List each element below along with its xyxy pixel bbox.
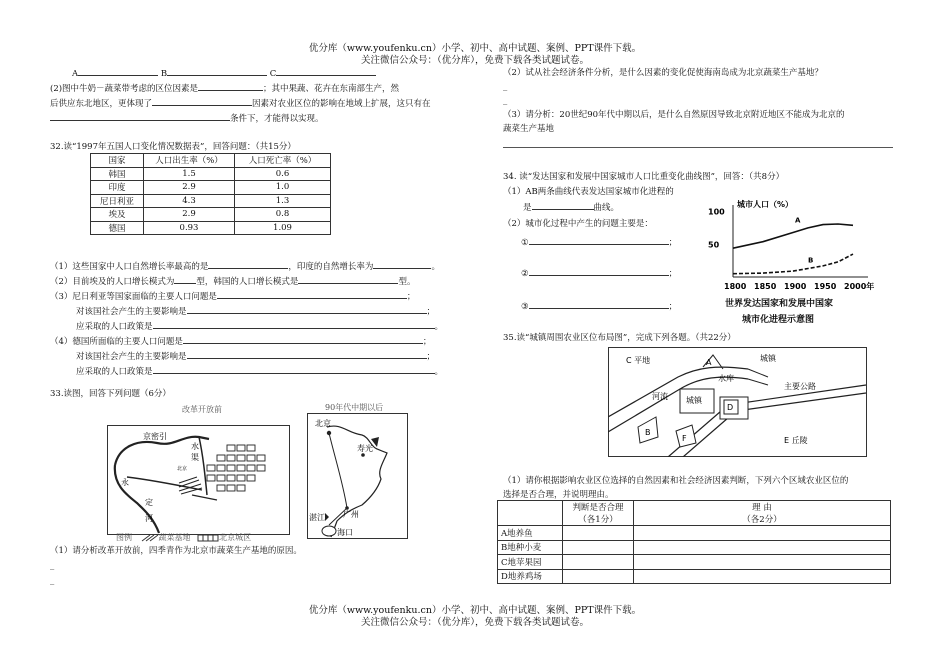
answer-cell[interactable] <box>563 569 634 584</box>
answer-blank[interactable] <box>153 319 435 329</box>
answer-blank[interactable] <box>183 334 423 344</box>
table-cell: 1.09 <box>235 221 331 235</box>
q32-2-text-b: 型，韩国的人口增长模式是 <box>196 277 299 287</box>
answer-blank[interactable] <box>373 259 431 269</box>
q35-title: 35.读“城镇周围农业区位布局图”，完成下列各题。（共22分） <box>503 333 736 343</box>
row-label: D地养鸡场 <box>498 569 563 584</box>
q32-3-policy-text: 应采取的人口政策是 <box>76 322 153 332</box>
agri-judgement-table <box>497 500 891 584</box>
col-header-reason <box>634 501 891 526</box>
h2b: （各2分） <box>742 515 782 525</box>
answer-blank[interactable] <box>198 81 263 91</box>
q31-2-text-c: 后供应东北地区，更体现了 <box>50 99 153 109</box>
map-before-reform <box>107 425 290 535</box>
map-label-jingmiyin: 京密引 <box>143 432 167 441</box>
table-header-row <box>91 154 331 168</box>
q32-3 <box>50 289 415 302</box>
legend-city: 北京城区 <box>219 533 252 542</box>
map-label-qu: 渠 <box>191 453 199 462</box>
table-cell: 韩国 <box>91 167 144 181</box>
col-header-judge <box>563 501 634 526</box>
map2-title: 90年代中期以后 <box>325 403 384 412</box>
period: 。 <box>434 322 444 332</box>
q34-1-text-b: 是 <box>523 203 532 213</box>
answer-blank[interactable] <box>187 304 427 314</box>
item-marker: ① <box>521 238 529 248</box>
q32-1-text-b: ，印度的自然增长率为 <box>288 262 374 272</box>
q32-4-policy <box>76 364 443 377</box>
answer-rule <box>503 147 893 148</box>
table-cell: 埃及 <box>91 208 144 222</box>
q32-3-policy <box>76 319 443 332</box>
q32-4 <box>50 334 431 347</box>
q32-3-impact-text: 对该国社会产生的主要影响是 <box>76 307 187 317</box>
population-table <box>90 153 331 235</box>
answer-cell[interactable] <box>563 555 634 570</box>
answer-blank[interactable] <box>298 274 398 284</box>
table-row <box>498 555 891 570</box>
q32-1 <box>50 259 440 272</box>
map-label-haikou: 海口 <box>337 528 353 537</box>
table-row <box>91 221 331 235</box>
q34-1-line2 <box>523 200 619 213</box>
q31-2-line2 <box>50 96 431 109</box>
q32-3-text: （3）尼日利亚等国家面临的主要人口问题是 <box>50 292 217 302</box>
q32-1-text-a: （1）这些国家中人口自然增长率最高的是 <box>50 262 209 272</box>
q34-item-3 <box>521 299 677 312</box>
table-header-row <box>498 501 891 526</box>
h1a: 判断是否合理 <box>572 503 624 513</box>
legend-prefix: 图例 <box>116 533 132 542</box>
semicolon: ； <box>668 302 678 312</box>
table-cell: 4.3 <box>144 194 235 208</box>
answer-blank[interactable] <box>174 274 196 284</box>
answer-cell[interactable] <box>634 526 891 541</box>
q31-2-text-e: 条件下，才能得以实现。 <box>230 114 324 124</box>
table-cell: 0.8 <box>235 208 331 222</box>
table-row <box>498 526 891 541</box>
q31-2-text-d: 因素对农业区位的影响在地域上扩展，这只有在 <box>252 99 431 109</box>
map-label-shouguang: 寿光 <box>357 444 373 453</box>
map-label-guangzhou: 广州 <box>343 510 359 519</box>
answer-blank[interactable] <box>532 200 594 210</box>
map-label-he: 河 <box>145 514 153 523</box>
map-label-d: D <box>727 403 734 412</box>
x-tick-label: 1850 <box>754 282 777 291</box>
answer-blank[interactable] <box>529 266 669 276</box>
series-line-b <box>733 254 853 274</box>
q34-item-1 <box>521 235 677 248</box>
x-tick-label: 1800 <box>724 282 747 291</box>
q34-title: 34. 读“发达国家和发展中国家城市人口比重变化曲线图”，回答：（共8分） <box>503 172 785 182</box>
map-label-road: 主要公路 <box>784 382 816 391</box>
q31-2-text-a: (2)图中牛奶－蔬菜带考虑的区位因素是 <box>50 84 199 94</box>
q32-4-text: （4）德国所面临的主要人口问题是 <box>50 337 183 347</box>
y-axis-label: 城市人口（%） <box>737 200 794 209</box>
answer-blank[interactable] <box>217 289 407 299</box>
table-cell: 0.6 <box>235 167 331 181</box>
chart-caption-2: 城市化进程示意图 <box>742 315 815 325</box>
q32-3-impact <box>76 304 435 317</box>
series-label-b: B <box>808 256 814 265</box>
table-row <box>91 181 331 195</box>
row-label: A地养鱼 <box>498 526 563 541</box>
answer-blank[interactable] <box>153 364 435 374</box>
hatch-legend-icon <box>141 534 159 542</box>
q34-2: （2）城市化过程中产生的问题主要是： <box>503 219 653 229</box>
label-b: B <box>160 69 168 79</box>
map-label-b: B <box>645 428 651 437</box>
map-label-shui: 水 <box>191 442 199 451</box>
answer-blank[interactable] <box>529 299 669 309</box>
q34-item-2 <box>521 266 677 279</box>
x-tick-label: 1900 <box>784 282 807 291</box>
table-cell: 1.3 <box>235 194 331 208</box>
answer-cell[interactable] <box>563 526 634 541</box>
q31-2-line1 <box>50 81 399 94</box>
q31-2-line3 <box>50 111 324 124</box>
dash-4: _ <box>503 96 508 106</box>
q34-1-text-c: 曲线。 <box>593 203 620 213</box>
x-tick-label: 2000年 <box>844 282 875 291</box>
map-label-ding: 定 <box>145 498 153 507</box>
map-label-river: 河流 <box>652 392 668 401</box>
q32-2-text-a: （2）目前埃及的人口增长模式为 <box>50 277 175 287</box>
q33-3-line1: （3）请分析：20世纪90年代中期以后，是什么自然原因导致北京附近地区不能成为北京的 <box>503 110 845 120</box>
map1-title: 改革开放前 <box>182 405 222 414</box>
semicolon: ； <box>426 352 436 362</box>
legend-veg: 蔬菜基地 <box>158 533 191 542</box>
item-marker: ② <box>521 269 529 279</box>
table-cell: 印度 <box>91 181 144 195</box>
map-label-city2: 城镇 <box>686 396 702 405</box>
semicolon: ； <box>422 337 432 347</box>
map-label-reservoir: 水库 <box>718 374 734 383</box>
agri-location-map <box>608 347 867 457</box>
x-tick-label: 1950 <box>814 282 837 291</box>
q35-1-line1: （1）请你根据影响农业区位选择的自然因素和社会经济因素判断，下列六个区域农业区位的 <box>503 476 849 486</box>
item-marker: ③ <box>521 302 529 312</box>
period: 。 <box>431 262 440 272</box>
table-row <box>91 167 331 181</box>
map1-legend <box>116 532 251 543</box>
dash-2: _ <box>50 576 55 586</box>
answer-cell[interactable] <box>634 569 891 584</box>
header-line-1: 优分库（www.youfenku.cn）小学、初中、高中试题、案例、PPT课件下载。 <box>308 43 642 54</box>
city-legend-icon <box>197 534 219 542</box>
dash-3: _ <box>503 82 508 92</box>
corner-cell <box>498 501 563 526</box>
map-label-c: C 平地 <box>626 356 651 365</box>
answer-cell[interactable] <box>563 540 634 555</box>
q34-1: （1）AB两条曲线代表发达国家城市化进程的 <box>503 187 674 197</box>
y-tick-label: 100 <box>708 207 725 217</box>
map-1990s <box>307 413 408 539</box>
answer-blank[interactable] <box>529 235 669 245</box>
q33-3-line2: 蔬菜生产基地 <box>503 124 555 134</box>
table-cell: 1.5 <box>144 167 235 181</box>
map-label-e: E 丘陵 <box>784 436 808 445</box>
table-cell: 2.9 <box>144 208 235 222</box>
abc-row <box>72 66 376 79</box>
map-label-beijing: 北京 <box>177 466 188 472</box>
q35-1-line2: 选择是否合理，并说明理由。 <box>503 490 614 500</box>
series-line-a <box>733 224 853 248</box>
table-cell: 1.0 <box>235 181 331 195</box>
table-cell: 德国 <box>91 221 144 235</box>
answer-blank[interactable] <box>152 96 252 106</box>
map-label-city1: 城镇 <box>760 354 776 363</box>
h1b: （各1分） <box>578 515 618 525</box>
row-label: B地种小麦 <box>498 540 563 555</box>
q33-1: （1）请分析改革开放前，四季青作为北京市蔬菜生产基地的原因。 <box>50 546 302 556</box>
map-label-f: F <box>682 434 687 443</box>
table-cell: 尼日利亚 <box>91 194 144 208</box>
table-cell: 0.93 <box>144 221 235 235</box>
map-label-yong: 永 <box>121 478 129 487</box>
answer-blank[interactable] <box>187 349 427 359</box>
label-c: C <box>269 69 277 79</box>
map-label-a: A <box>706 358 712 367</box>
answer-blank[interactable] <box>208 259 288 269</box>
q32-2 <box>50 274 415 287</box>
table-row <box>498 540 891 555</box>
answer-cell[interactable] <box>634 555 891 570</box>
header-line-2: 关注微信公众号：（优分库），免费下载各类试题试卷。 <box>360 55 589 66</box>
semicolon: ； <box>668 238 678 248</box>
semicolon: ； <box>406 292 416 302</box>
chart-caption-1: 世界发达国家和发展中国家 <box>725 299 834 309</box>
q32-4-impact <box>76 349 435 362</box>
table-cell: 2.9 <box>144 181 235 195</box>
col-header-country: 国家 <box>91 154 144 168</box>
semicolon: ； <box>668 269 678 279</box>
answer-cell[interactable] <box>634 540 891 555</box>
footer-line-2: 关注微信公众号：（优分库），免费下载各类试题试卷。 <box>360 617 589 628</box>
series-label-a: A <box>795 216 801 225</box>
q31-2-text-b: ；其中果蔬、花卉在东南部生产，然 <box>263 84 400 94</box>
col-header-death: 人口死亡率（%） <box>235 154 331 168</box>
map-label-beijing2: 北京 <box>315 419 331 428</box>
y-tick-label: 50 <box>708 240 720 250</box>
q33-title: 33.读图，回答下列问题（6分） <box>50 389 171 399</box>
table-row <box>498 569 891 584</box>
q32-4-policy-text: 应采取的人口政策是 <box>76 367 153 377</box>
q32-4-impact-text: 对该国社会产生的主要影响是 <box>76 352 187 362</box>
col-header-birth: 人口出生率（%） <box>144 154 235 168</box>
answer-blank[interactable] <box>50 111 230 121</box>
urbanization-chart <box>703 197 878 295</box>
q33-2: （2）试从社会经济条件分析，是什么因素的变化促使海南岛成为北京蔬菜生产基地？ <box>503 68 823 78</box>
label-a: A <box>72 69 79 79</box>
dash-1: _ <box>50 561 55 571</box>
footer-line-1: 优分库（www.youfenku.cn）小学、初中、高中试题、案例、PPT课件下载。 <box>308 605 642 616</box>
period: 。 <box>434 367 444 377</box>
h2a: 理 由 <box>752 503 772 513</box>
q32-title: 32.读“1997年五国人口变化情况数据表”，回答问题：（共15分） <box>50 142 296 152</box>
table-row <box>91 194 331 208</box>
q32-2-text-c: 型。 <box>398 277 416 287</box>
table-row <box>91 208 331 222</box>
semicolon: ； <box>426 307 436 317</box>
map-label-zhanjiang: 湛江 <box>309 513 325 522</box>
row-label: C地苹果园 <box>498 555 563 570</box>
